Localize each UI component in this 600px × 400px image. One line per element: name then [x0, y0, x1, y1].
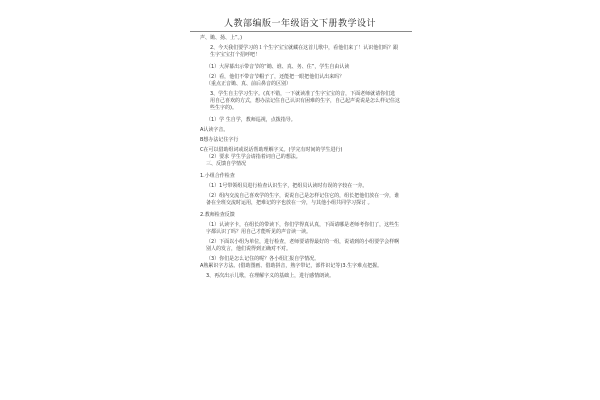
paragraph-7: （1）学 生自学，教师巡视，点拨指导。 — [206, 117, 296, 123]
paragraph-1: 声、锄、扬、上”。) — [200, 35, 243, 41]
document-title: 人教部编版一年级语文下册教学设计 — [223, 19, 376, 29]
paragraph-17: （1）认读字卡，在组长的带读下，你们学得真认真，下面请哪是老师考你们了，这些生字都认识了吗？用自己才能听见的声音读一读。 — [206, 222, 400, 235]
paragraph-13: 1.小组合作检查 — [200, 173, 235, 179]
paragraph-6: 3、学生自主学习生字。(真不错，一下就读准了生字宝宝的音，下面老师就请你们选用自己喜欢的方式，想办法记住自己认识有困难的生字，自己起声说说是怎么样记住这些生字的)。 — [210, 91, 401, 111]
document-body — [200, 35, 400, 280]
paragraph-12: 三、反馈自学情况 — [206, 161, 247, 167]
paragraph-21: 3、再次出示儿歌，在理解字义的基础上，进行感情朗读。 — [206, 273, 335, 279]
title-divider — [190, 31, 412, 32]
paragraph-19: （3）你们是怎么记住的呢？各小组汇报自学情况。 — [206, 256, 320, 262]
paragraph-18: （2）下面以小组为单位，进行检查，老师要请得最好的一组，说请到的小组要学会样啊别人的发言，他们说得到正确对不对。 — [206, 239, 400, 252]
paragraph-20: A熟累识字方法。(借助图画、借助拼音，熟字带记，部件识记等)3.生字难点把握。 — [200, 263, 383, 269]
paragraph-4: （2）看，他们不带音节帽子了，还能把一眼把他们认出来吗？ — [206, 74, 345, 80]
paragraph-16: 2.教师检查反馈 — [200, 212, 235, 218]
paragraph-5: （重点正音锄、真、前后鼻音的区别） — [206, 81, 292, 87]
paragraph-15: （2）组内交流自己喜欢学的生字，说说自己是怎样记住它的，组长把他们放在一旁，谁备在全班交流时运用，把难记的字也放在一旁，与其他小组共同学习探讨 。 — [206, 193, 400, 206]
paragraph-10: C在可以借助组词或说话帮助理解字义。(学完有时间的学生进行) — [200, 147, 343, 153]
paragraph-9: B想办法记住字行 — [200, 137, 239, 143]
paragraph-11: （2）要求 学生学会请指着词自己的想法。 — [206, 154, 301, 160]
paragraph-14: （1）1号带领组员进行检查认识生字，把组员认读时有误的字较在一旁。 — [206, 183, 368, 189]
paragraph-8: A认读字音。 — [200, 127, 229, 133]
paragraph-2: 2、今天我们要学习的１个生字宝宝就藏在这首儿歌中，看他们来了！认识他们吗？跟生字宝宝打个招呼吧！ — [210, 45, 399, 58]
paragraph-3: （1）大屏幕出示带音节的“锄、谁、真、务、住”，学生自由认读 — [206, 64, 350, 70]
